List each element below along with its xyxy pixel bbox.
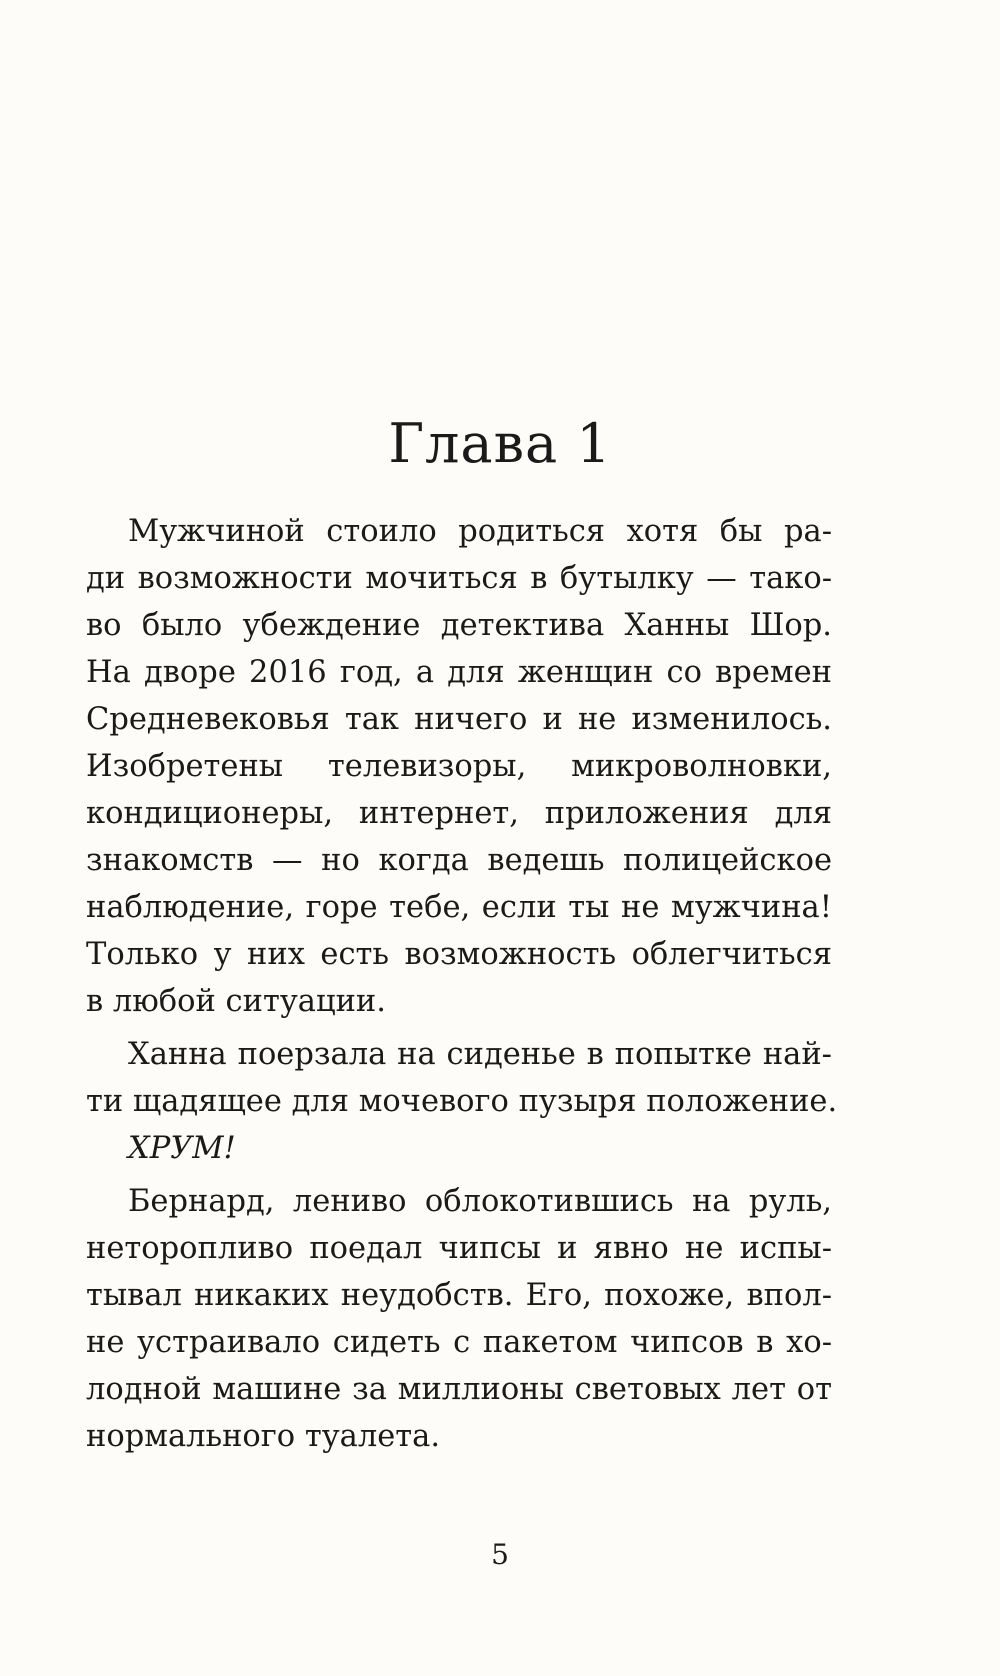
text-line: ХРУМ!	[128, 1131, 236, 1166]
text-line: ти щадящее для мочевого пузыря положение.	[86, 1084, 838, 1119]
body-text	[86, 508, 838, 1460]
text-line: кондиционеры, интернет, приложения для	[86, 796, 832, 831]
page-number: 5	[491, 1538, 509, 1571]
text-line: знакомств — но когда ведешь полицейское	[86, 843, 832, 878]
text-line: Средневековья так ничего и не изменилось.	[86, 702, 832, 737]
chapter-title: Глава 1	[388, 412, 612, 475]
text-line: нормального туалета.	[86, 1419, 441, 1454]
text-line: неторопливо поедал чипсы и явно не испы-	[86, 1231, 832, 1266]
text-line: не устраивало сидеть с пакетом чипсов в хо-	[86, 1325, 832, 1360]
text-line: Мужчиной стоило родиться хотя бы ра-	[128, 514, 832, 549]
paragraph	[86, 1125, 832, 1172]
text-line: На дворе 2016 год, а для женщин со времен	[86, 655, 832, 690]
text-line: в любой ситуации.	[86, 984, 386, 1019]
text-line: тывал никаких неудобств. Его, похоже, впол-	[86, 1278, 832, 1313]
text-line: наблюдение, горе тебе, если ты не мужчина!	[86, 890, 832, 925]
paragraph	[86, 1031, 838, 1125]
text-line: Только у них есть возможность облегчиться	[86, 937, 832, 972]
text-line: Бернард, лениво облокотившись на руль,	[128, 1184, 832, 1219]
text-line: Ханна поерзала на сиденье в попытке най-	[128, 1037, 832, 1072]
text-line: во было убеждение детектива Ханны Шор.	[86, 608, 832, 643]
text-line: ди возможности мочиться в бутылку — тако-	[86, 561, 832, 596]
paragraph	[86, 508, 832, 1025]
text-line: Изобретены телевизоры, микроволновки,	[86, 749, 832, 784]
text-line: лодной машине за миллионы световых лет от	[86, 1372, 832, 1407]
paragraph	[86, 1178, 832, 1460]
